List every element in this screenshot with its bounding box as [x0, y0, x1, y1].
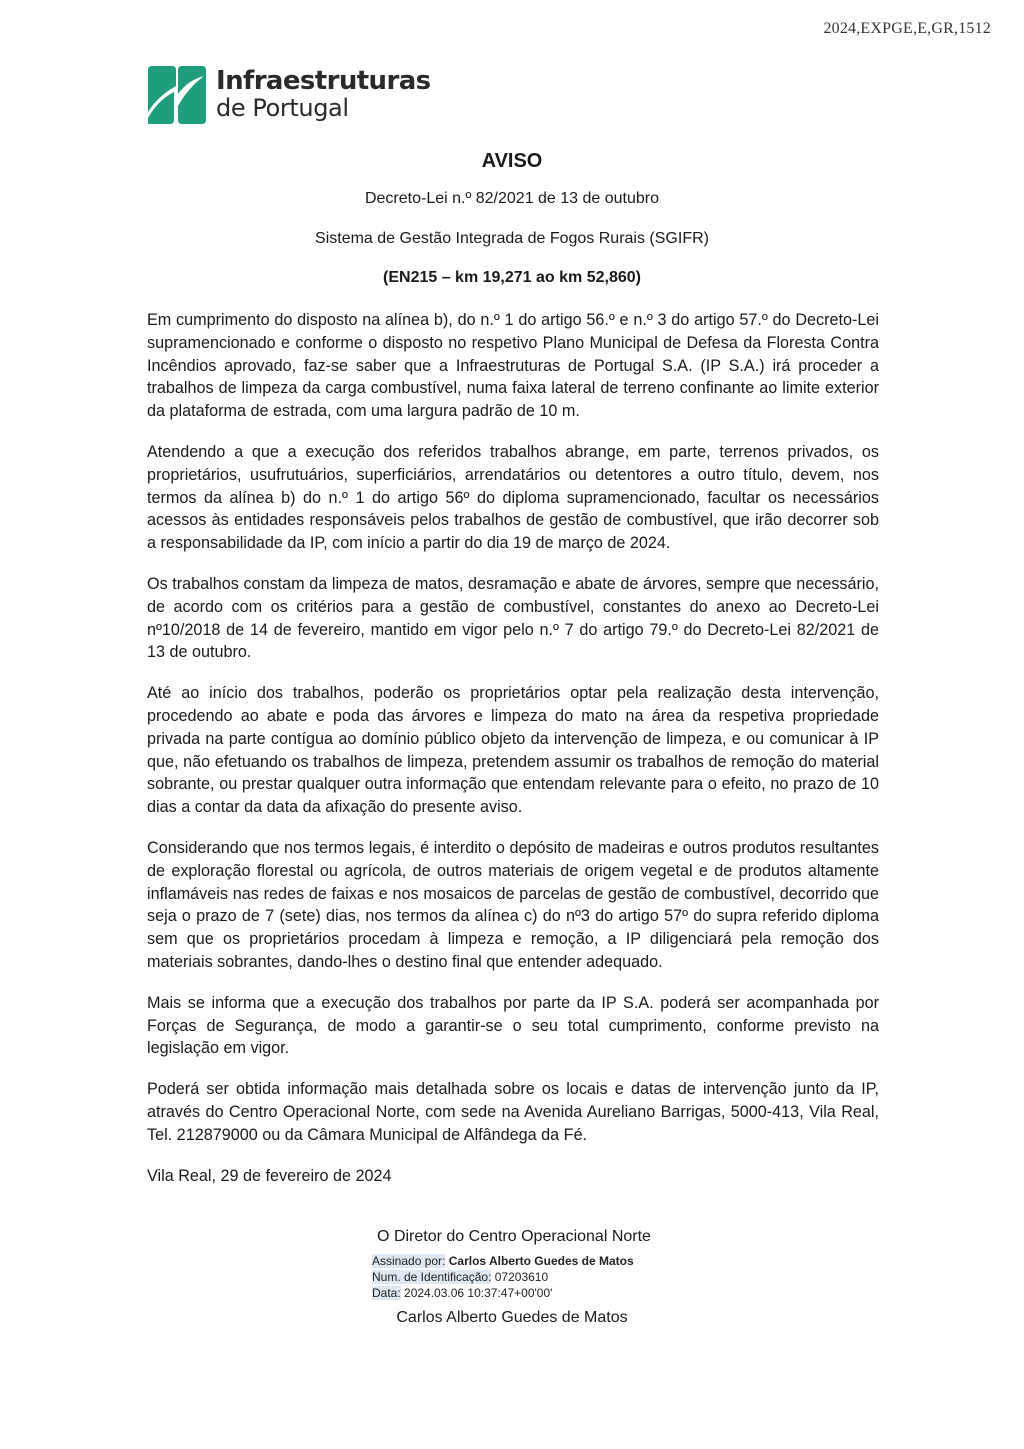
logo-wordmark [216, 68, 431, 122]
paragraph: Os trabalhos constam da limpeza de matos, desramação e abate de árvores, sempre que necessário, de acordo com os critérios para a gestão de combustível, constantes do anexo ao Decreto-Lei nº10/2018 de 14 de fevereiro, mantido em vigor pelo n.º 7 do artigo 79.º do Decreto-Lei 82/2021 de 13 de outubro. [147, 574, 879, 662]
digital-signature-stamp [372, 1253, 634, 1301]
logo-mark-icon [148, 66, 206, 124]
paragraph: Em cumprimento do disposto na alínea b), do n.º 1 do artigo 56.º e n.º 3 do artigo 57.º do Decreto-Lei supramencionado e conforme o disposto no respetivo Plano Municipal de Defesa da Floresta Contra Incêndios aprovado, faz-se saber que a Infraestruturas de Portugal S.A. (IP S.A.) irá proceder a trabalhos de limpeza da carga combustível, numa faixa lateral de terreno confinante ao limite exterior da plataforma de estrada, com uma largura padrão de 10 m. [147, 311, 879, 421]
road-section: (EN215 – km 19,271 ao km 52,860) [383, 269, 641, 286]
stamp-value: 2024.03.06 10:37:47+00'00' [404, 1286, 553, 1300]
stamp-label: Num. de Identificação: [372, 1270, 492, 1284]
signatory-name: Carlos Alberto Guedes de Matos [396, 1309, 628, 1326]
paragraph: Até ao início dos trabalhos, poderão os proprietários optar pela realização desta intervenção, procedendo ao abate e poda das árvores e limpeza do mato na área da respetiva propriedade privada na parte contígua ao domínio público objeto da intervenção de limpeza, e ou comunicar à IP que, não efetuando os trabalhos de limpeza, pretendem assumir os trabalhos de remoção do material sobrante, ou prestar qualquer outra informação que entendam relevante para o efeito, no prazo de 10 dias a contar da data da afixação do presente aviso. [147, 684, 879, 817]
decree-reference: Decreto-Lei n.º 82/2021 de 13 de outubro [364, 190, 660, 207]
signatory-role-text: O Diretor do Centro Operacional Norte [377, 1228, 651, 1245]
paragraph: Mais se informa que a execução dos trabalhos por parte da IP S.A. poderá ser acompanhada por Forças de Segurança, de modo a garantir-se o seu total cumprimento, conforme previsto na legislação em vigor. [147, 993, 879, 1058]
logo-line-1: Infraestruturas [216, 66, 431, 96]
notice-body [147, 309, 879, 1205]
document-reference: 2024,EXPGE,E,GR,1512 [823, 20, 991, 37]
stamp-date [372, 1285, 634, 1301]
paragraph: Atendendo a que a execução dos referidos trabalhos abrange, em parte, terrenos privados, os proprietários, usufrutuários, superficiários, arrendatários ou detentores a outro título, devem, nos termos da alínea b) do n.º 1 do artigo 56º do diploma supramencionado, facultar os necessários acessos às entidades responsáveis pelos trabalhos de gestão de combustível, que irão decorrer sob a responsabilidade da IP, com início a partir do dia 19 de março de 2024. [147, 442, 879, 553]
notice-title: AVISO [481, 150, 543, 172]
stamp-label: Assinado por: [372, 1254, 446, 1268]
logo-line-2: de Portugal [216, 94, 349, 122]
system-name: Sistema de Gestão Integrada de Fogos Rurais (SGIFR) [315, 230, 709, 247]
paragraph: Considerando que nos termos legais, é interdito o depósito de madeiras e outros produtos resultantes de exploração florestal ou agrícola, de outros materiais de origem vegetal e de produtos altamente inflamáveis nas redes de faixas e nos mosaicos de parcelas de gestão de combustível, decorrido que seja o prazo de 7 (sete) dias, nos termos da alínea c) do nº3 do artigo 57º do supra referido diploma sem que os proprietários procedam à limpeza e remoção, a IP diligenciará pela remoção dos materiais sobrantes, dando-lhes o destino final que entender adequado. [147, 838, 879, 971]
paragraph: Poderá ser obtida informação mais detalhada sobre os locais e datas de intervenção junto da IP, através do Centro Operacional Norte, com sede na Avenida Aureliano Barrigas, 5000-413, Vila Real, Tel. 212879000 ou da Câmara Municipal de Alfândega da Fé. [147, 1080, 879, 1144]
signatory-role [0, 1228, 1024, 1246]
stamp-id [372, 1269, 634, 1285]
stamp-value: 07203610 [494, 1270, 549, 1284]
stamp-value: Carlos Alberto Guedes de Matos [448, 1254, 634, 1268]
company-logo [148, 66, 431, 128]
stamp-label: Data: [372, 1286, 401, 1300]
place-and-date: Vila Real, 29 de fevereiro de 2024 [147, 1166, 392, 1185]
stamp-signed-by [372, 1253, 634, 1269]
